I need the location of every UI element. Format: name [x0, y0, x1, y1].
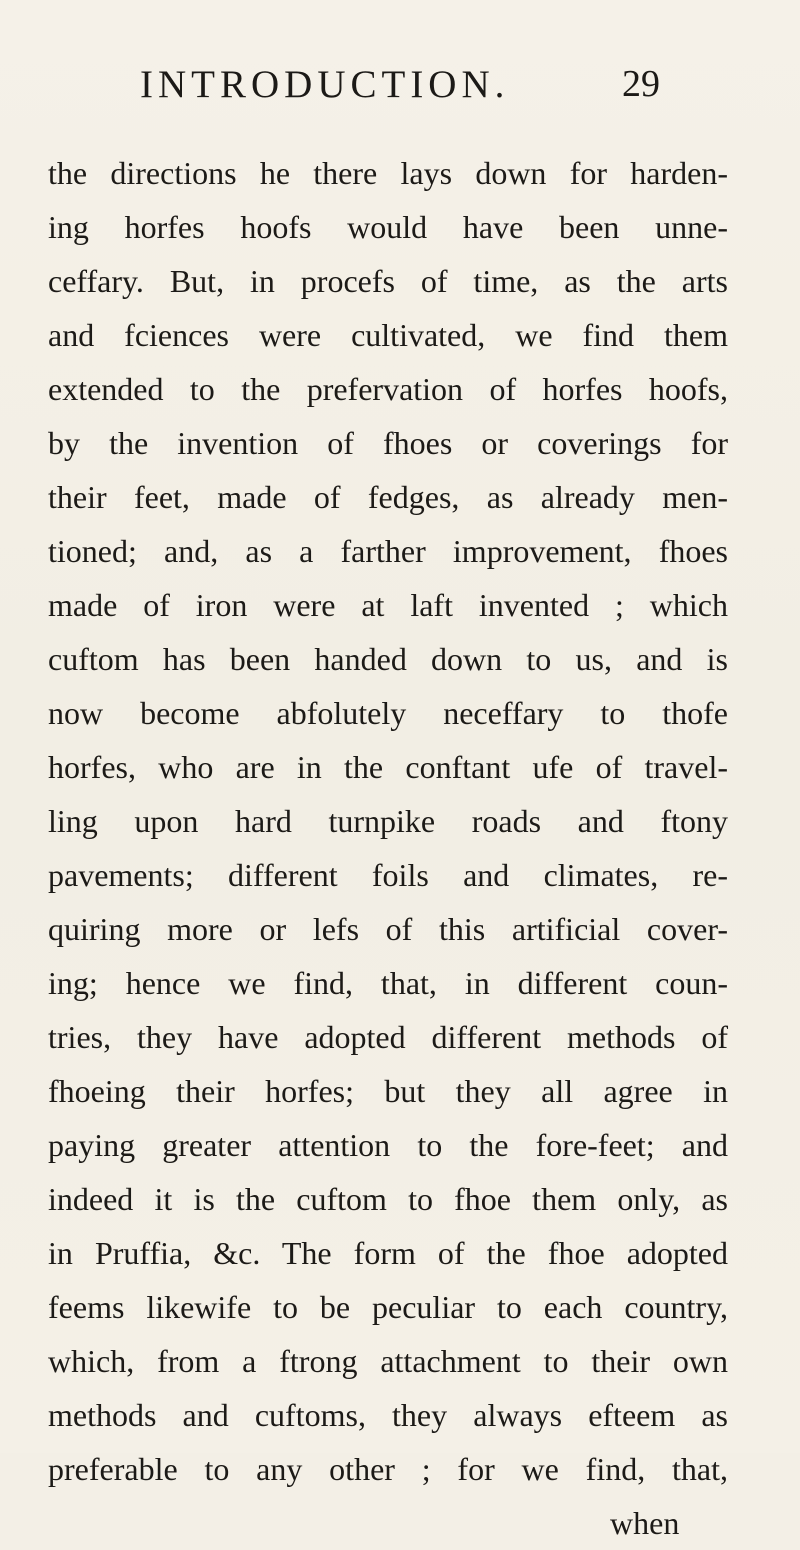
chapter-heading: INTRODUCTION.	[140, 63, 510, 106]
text-line: ling upon hard turnpike roads and ftony	[48, 803, 728, 839]
text-line: paying greater attention to the fore-feet; and	[48, 1127, 728, 1163]
text-line: cuftom has been handed down to us, and is	[48, 641, 728, 677]
text-line: pavements; different foils and climates, re-	[48, 857, 728, 893]
text-line: indeed it is the cuftom to fhoe them only, as	[48, 1181, 728, 1217]
page-number: 29	[622, 63, 660, 105]
text-line: which, from a ftrong attachment to their own	[48, 1343, 728, 1379]
text-line: ing horfes hoofs would have been unne-	[48, 209, 728, 245]
text-line: and fciences were cultivated, we find them	[48, 317, 728, 353]
text-line: quiring more or lefs of this artificial cover-	[48, 911, 728, 947]
text-line: their feet, made of fedges, as already men-	[48, 479, 728, 515]
text-line: now become abfolutely neceffary to thofe	[48, 695, 728, 731]
text-line: ing; hence we find, that, in different coun-	[48, 965, 728, 1001]
running-head	[140, 62, 660, 112]
text-line: by the invention of fhoes or coverings for	[48, 425, 728, 461]
text-line: the directions he there lays down for harden-	[48, 155, 728, 191]
text-line: in Pruffia, &c. The form of the fhoe adopted	[48, 1235, 728, 1271]
text-line: fhoeing their horfes; but they all agree in	[48, 1073, 728, 1109]
text-line: ceffary. But, in procefs of time, as the arts	[48, 263, 728, 299]
text-line: horfes, who are in the conftant ufe of travel-	[48, 749, 728, 785]
text-line: tioned; and, as a farther improvement, fhoes	[48, 533, 728, 569]
text-line: tries, they have adopted different methods of	[48, 1019, 728, 1055]
text-line: made of iron were at laft invented ; which	[48, 587, 728, 623]
text-line: extended to the prefervation of horfes hoofs,	[48, 371, 728, 407]
text-line: methods and cuftoms, they always efteem as	[48, 1397, 728, 1433]
catchword: when	[610, 1505, 680, 1541]
text-line: preferable to any other ; for we find, that,	[48, 1451, 728, 1487]
text-line: feems likewife to be peculiar to each country,	[48, 1289, 728, 1325]
